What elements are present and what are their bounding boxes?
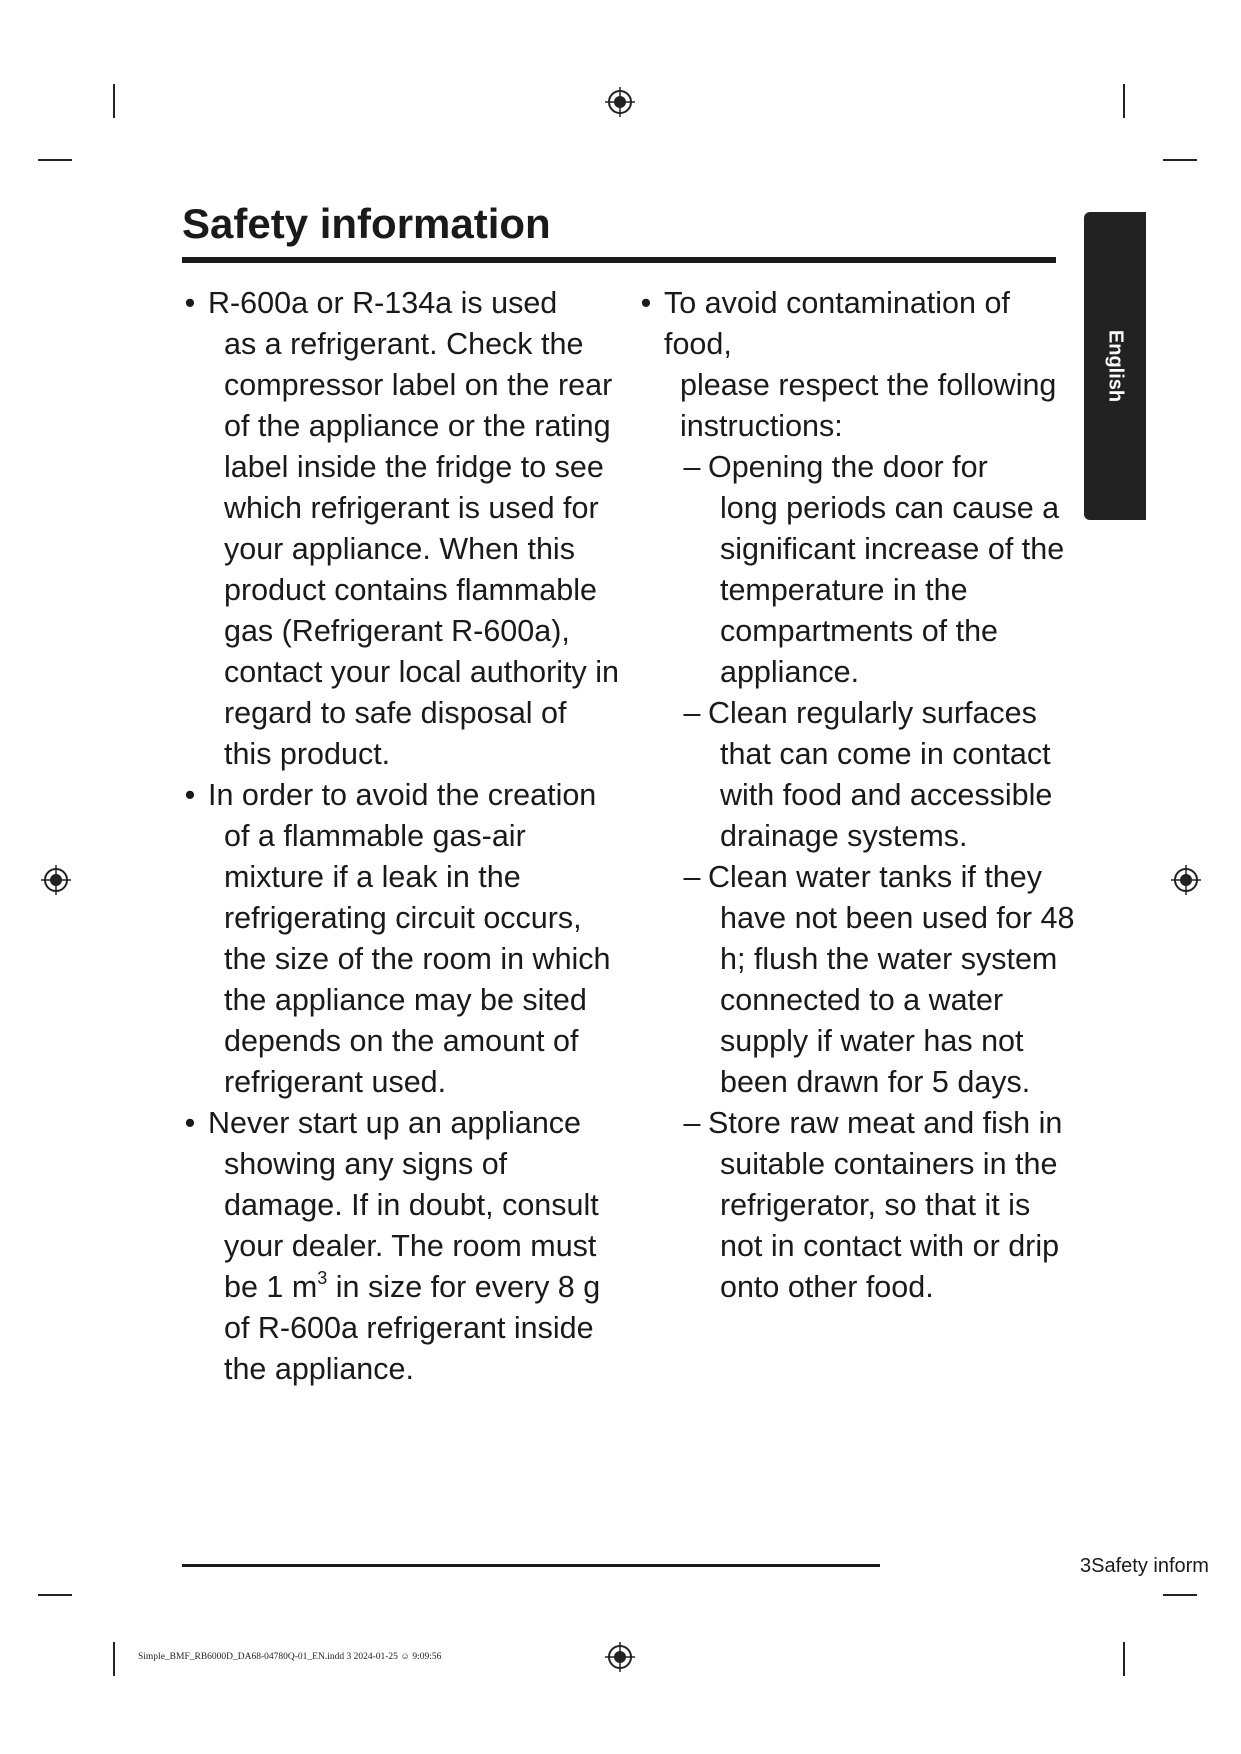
sub-list-item-first-line: Store raw meat and fish in (708, 1106, 1063, 1140)
sub-list-item-first-line: Clean water tanks if they (708, 860, 1042, 894)
sub-list-item-text: have not been used for 48 h; flush the water system connected to a water supply if water has not been drawn for 5 days. (720, 901, 1075, 1099)
sub-list-item (636, 1103, 1076, 1308)
list-item-first-line: To avoid contamination of food, (664, 286, 1010, 361)
list-item-text: of a flammable gas-air mixture if a leak in the refrigerating circuit occurs, the size of the room in which the appliance may be sited depends on the amount of refrigerant used. (224, 819, 611, 1099)
registration-mark-icon (1171, 865, 1201, 895)
dash-icon: – (683, 1106, 701, 1140)
bullet-icon: • (184, 286, 196, 320)
registration-mark-icon (41, 865, 71, 895)
sub-list-item-text: suitable containers in the refrigerator, so that it is not in contact with or drip onto other food. (720, 1147, 1060, 1304)
list-item-text: as a refrigerant. Check the compressor label on the rear of the appliance or the rating label inside the fridge to see which refrigerant is used for your appliance. When this product contains flammable gas (Refrigerant R-600a), contact your local authority in regard to safe disposal of this product. (224, 327, 620, 771)
title-divider (182, 257, 1056, 263)
language-tab-label: English (1104, 329, 1127, 403)
dash-icon: – (683, 450, 701, 484)
list-item-text-part: showing any signs of damage. If in doubt, consult your dealer. The room must be 1 m (224, 1147, 599, 1304)
bullet-icon: • (640, 286, 652, 320)
crop-mark (38, 1594, 72, 1596)
dash-icon: – (683, 860, 701, 894)
list-item-first-line: Never start up an appliance (208, 1106, 581, 1140)
crop-mark (38, 159, 72, 161)
crop-mark (1163, 1594, 1197, 1596)
sub-list (636, 447, 1076, 1308)
print-slug: Simple_BMF_RB6000D_DA68-04780Q-01_EN.indd 3 2024-01-25 ☺ 9:09:56 (138, 1652, 442, 1662)
sub-list-item (636, 857, 1076, 1103)
sub-list-item-first-line: Opening the door for (708, 450, 988, 484)
crop-mark (1123, 1642, 1125, 1676)
page-title: Safety information (182, 200, 551, 247)
page-footer (1080, 1555, 1209, 1578)
list-item-text (224, 1144, 620, 1390)
bullet-icon: • (184, 1106, 196, 1140)
crop-mark (1123, 84, 1125, 118)
sub-list-item (636, 447, 1076, 693)
sub-list-item-first-line: Clean regularly surfaces (708, 696, 1037, 730)
dash-icon: – (683, 696, 701, 730)
list-item-text: please respect the following instructions: (680, 368, 1057, 443)
footer-section-label: Safety inform (1091, 1555, 1209, 1577)
sub-list-item-text: that can come in contact with food and accessible drainage systems. (720, 737, 1053, 853)
footer-divider (182, 1564, 880, 1567)
list-item (636, 283, 1076, 447)
list-item (180, 283, 620, 775)
registration-mark-icon (605, 87, 635, 117)
crop-mark (113, 84, 115, 118)
list-item-text-part: in size for every 8 g of R-600a refrigerant inside the appliance. (224, 1270, 601, 1386)
left-column (180, 283, 620, 1390)
right-column (636, 283, 1076, 1308)
bullet-icon: • (184, 778, 196, 812)
list-item (180, 1103, 620, 1390)
page-number: 3 (1080, 1555, 1092, 1577)
sub-list-item-text: long periods can cause a significant increase of the temperature in the compartments of the appliance. (720, 491, 1065, 689)
superscript: 3 (317, 1267, 328, 1288)
crop-mark (113, 1642, 115, 1676)
list-item (180, 775, 620, 1103)
list-item-first-line: In order to avoid the creation (208, 778, 597, 812)
sub-list-item (636, 693, 1076, 857)
list-item-first-line: R-600a or R-134a is used (208, 286, 558, 320)
crop-mark (1163, 159, 1197, 161)
language-tab (1084, 212, 1146, 520)
registration-mark-icon (605, 1642, 635, 1672)
